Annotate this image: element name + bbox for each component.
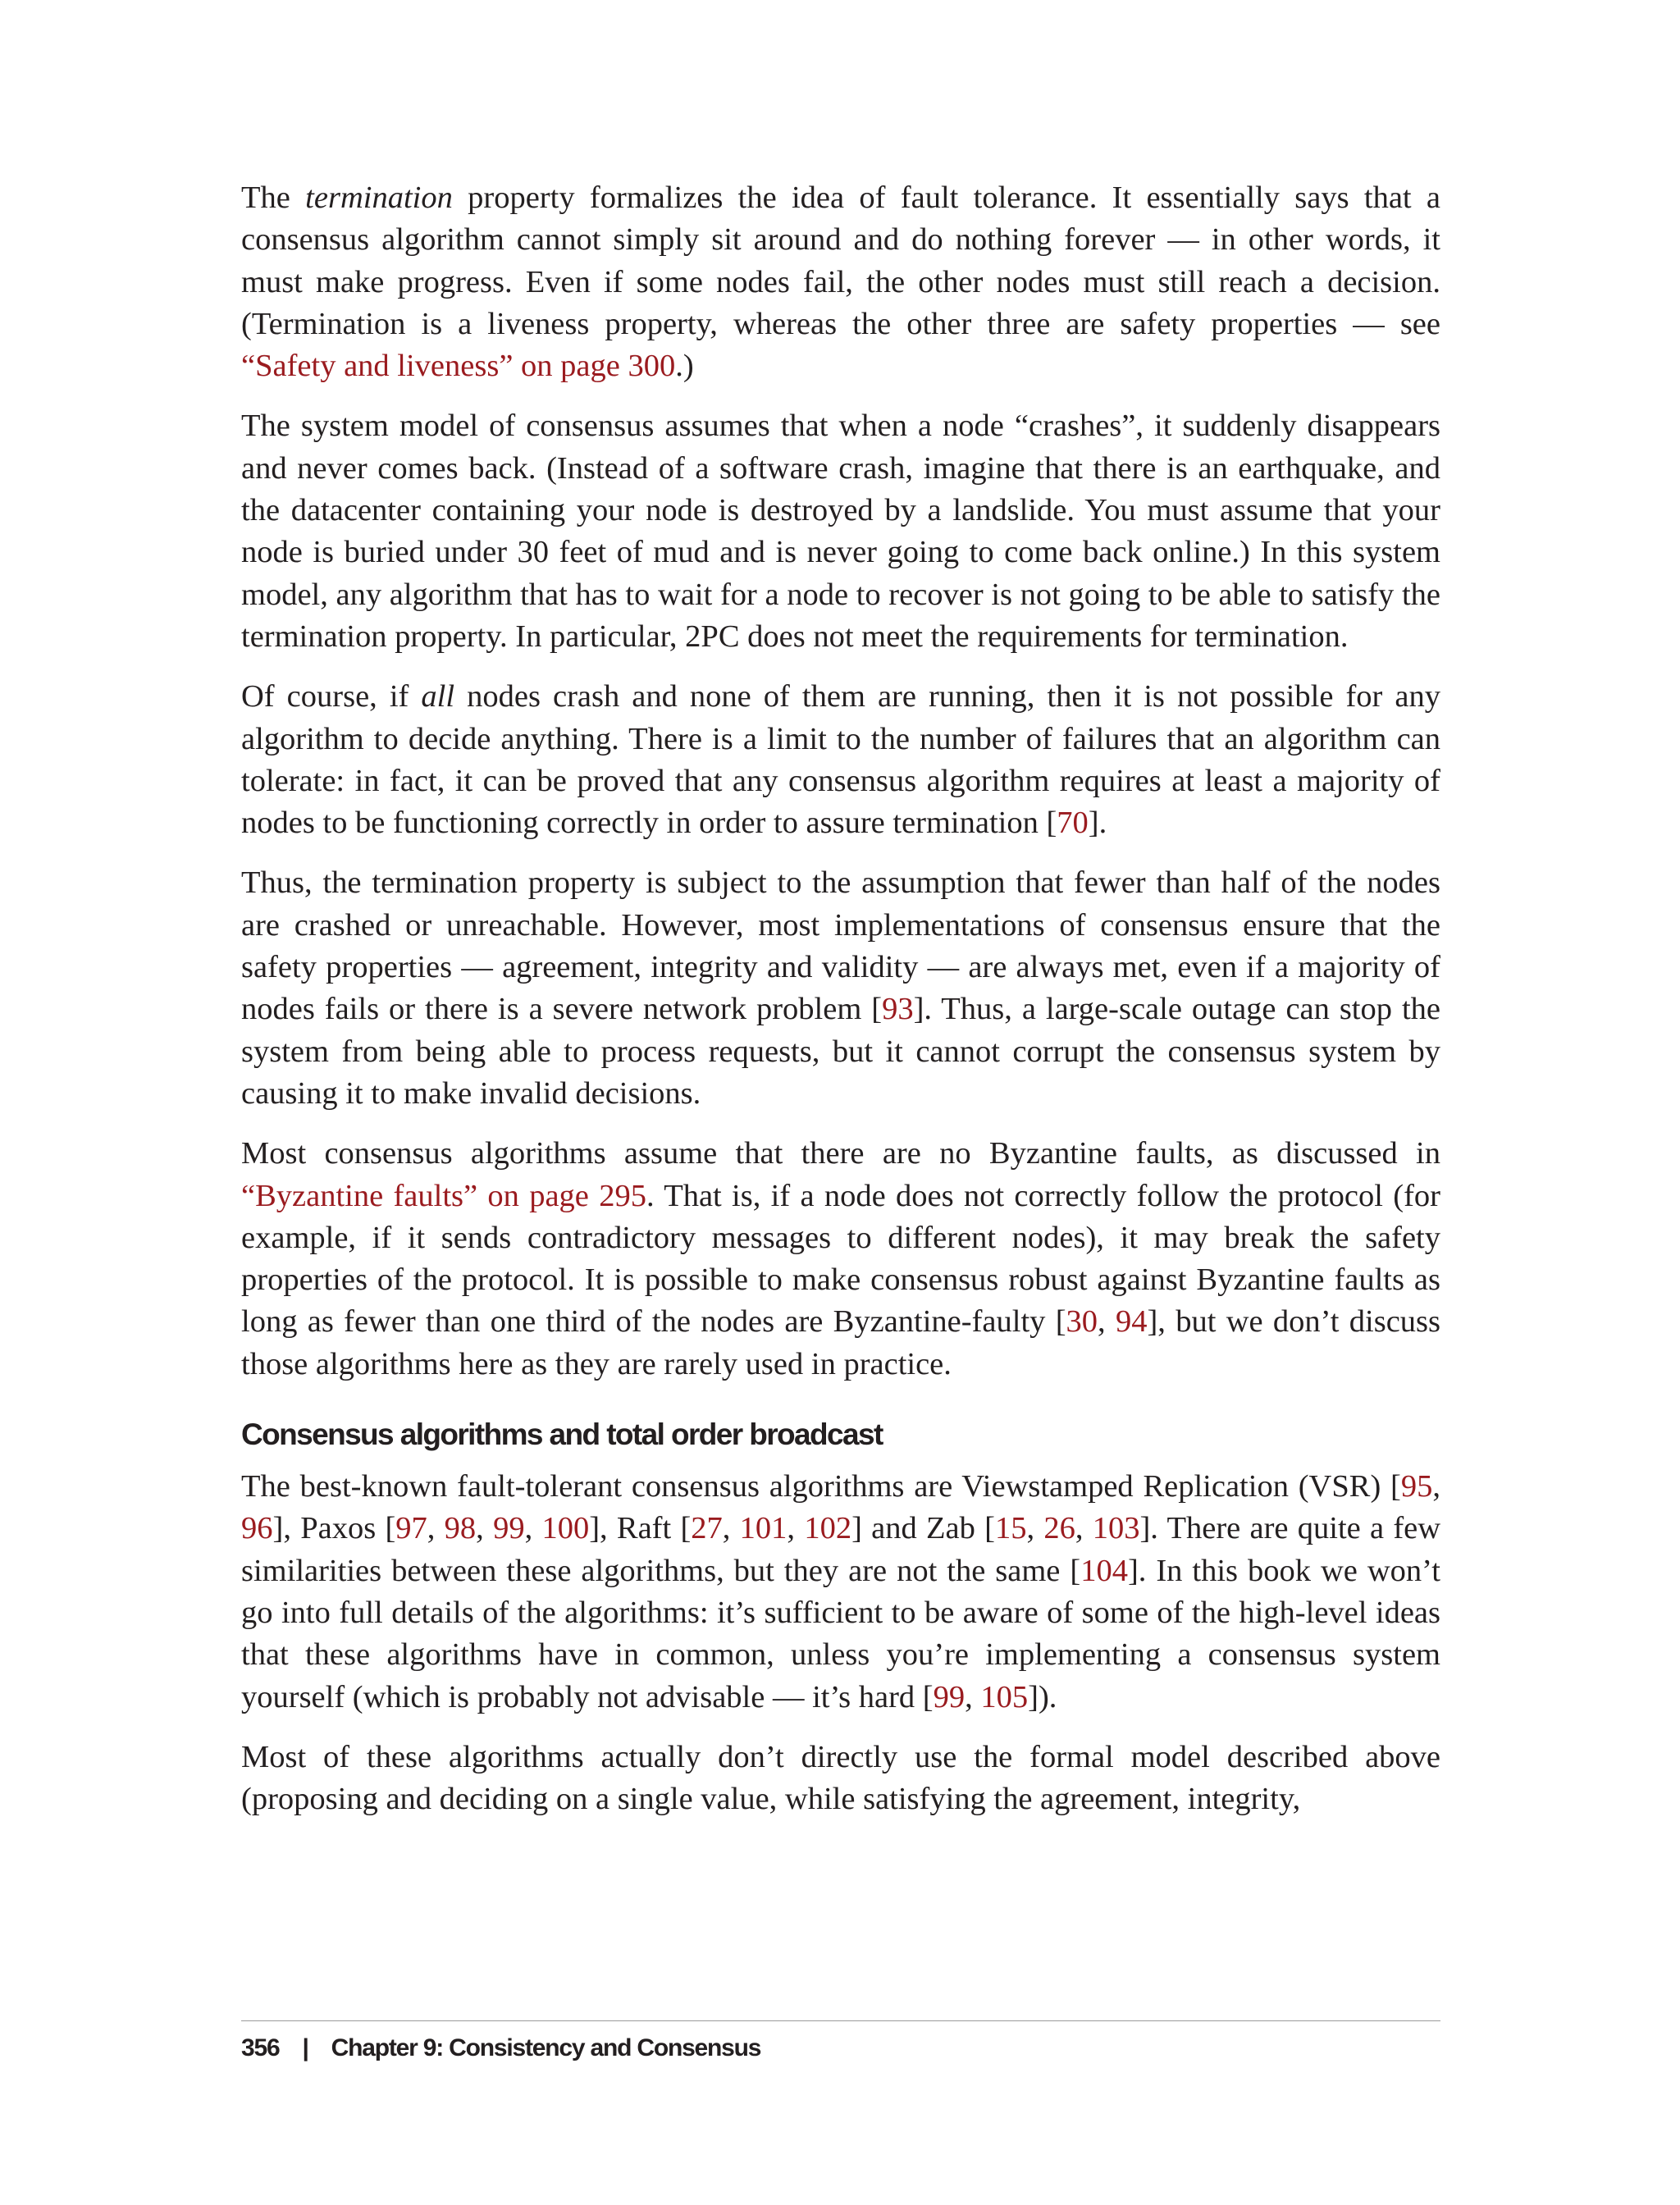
paragraph-system-model: The system model of consensus assumes that when a node “crashes”, it suddenly disappears and never comes back. (Instead of a software crash, imagine that there is an earthquake, and the datacenter containing your node is destroyed by a landslide. You must assume that your node is buried under 30 feet of mud and is never going to come back online.) In this system model, any algorithm that has to wait for a node to recover is not going to be able to satisfy the termination property. In particular, 2PC does not meet the requirements for termination. — [241, 409, 1440, 654]
page-number: 356 — [241, 2034, 280, 2061]
cross-reference-link[interactable]: “Byzantine faults” on page 295 — [241, 1178, 646, 1213]
citation-link[interactable]: 70 — [1057, 806, 1089, 841]
page-footer — [241, 2034, 760, 2062]
citation-link[interactable]: 95 — [1400, 1469, 1433, 1504]
paragraph-byzantine: Most consensus algorithms assume that there are no Byzantine faults, as discussed in “Byzantine faults” on page 295. That is, if a node does not correctly follow the protocol (for example, if it sends contradictory messages to different nodes), it may break the safety properties of the protocol. It is possible to make consensus robust against Byzantine faults as long as fewer than one third of the nodes are Byzantine-faulty [30, 94], but we don’t discuss those algorithms here as they are rarely used in practice. — [241, 1136, 1441, 1381]
citation-link[interactable]: 100 — [541, 1511, 590, 1546]
citation-link[interactable]: 101 — [739, 1511, 788, 1546]
citation-link[interactable]: 30 — [1066, 1304, 1098, 1340]
citation-link[interactable]: 97 — [395, 1511, 427, 1546]
paragraph-safety-properties: Thus, the termination property is subject to the assumption that fewer than half of the nodes are crashed or unreachable. However, most implementations of consensus ensure that the safety properties — agreement, integrity and validity — are always met, even if a majority of nodes fails or there is a severe network problem [93]. Thus, a large-scale outage can stop the system from being able to process requests, but it cannot corrupt the consensus system by causing it to make invalid decisions. — [241, 865, 1440, 1111]
footer-separator: | — [302, 2034, 308, 2061]
citation-link[interactable]: 102 — [804, 1511, 852, 1546]
paragraph-known-algorithms: The best-known fault-tolerant consensus algorithms are Viewstamped Replication (VSR) [95, 96], Paxos [97, 98, 99, 100], Raft [27, 101, 102] and Zab [15, 26, 103]. There are quite a few similarities between these algorithms, but they are not the same [104]. In this book we won’t go into full details of the algorithms: it’s sufficient to be aware of some of the high-level ideas that these algorithms have in common, unless you’re implementing a consensus system yourself (which is probably not advisable — it’s hard [99, 105]). — [241, 1469, 1441, 1714]
section-heading: Consensus algorithms and total order broadcast — [241, 1418, 883, 1452]
citation-link[interactable]: 94 — [1115, 1304, 1148, 1340]
citation-link[interactable]: 105 — [980, 1679, 1029, 1714]
paragraph-formal-model: Most of these algorithms actually don’t directly use the formal model described above (proposing and deciding on a single value, while satisfying the agreement, integrity, — [241, 1739, 1440, 1817]
emphasis-termination: termination — [305, 180, 453, 215]
cross-reference-link[interactable]: “Safety and liveness” on page 300 — [241, 349, 676, 384]
emphasis-all: all — [421, 679, 455, 714]
chapter-title: Chapter 9: Consistency and Consensus — [331, 2034, 761, 2061]
citation-link[interactable]: 98 — [444, 1511, 477, 1546]
citation-link[interactable]: 99 — [933, 1679, 966, 1714]
citation-link[interactable]: 96 — [241, 1511, 273, 1546]
citation-link[interactable]: 99 — [493, 1511, 525, 1546]
citation-link[interactable]: 104 — [1080, 1553, 1128, 1588]
paragraph-termination: The termination property formalizes the idea of fault tolerance. It essentially says that a consensus algorithm cannot simply sit around and do nothing forever — in other words, it must make progress. Even if some nodes fail, the other nodes must still reach a decision. (Termination is a liveness property, whereas the other three are safety properties — see “Safety and liveness” on page 300.) — [241, 180, 1440, 384]
citation-link[interactable]: 93 — [882, 992, 914, 1027]
citation-link[interactable]: 26 — [1043, 1511, 1075, 1546]
footer-divider — [241, 2020, 1440, 2021]
citation-link[interactable]: 27 — [691, 1511, 723, 1546]
citation-link[interactable]: 103 — [1092, 1511, 1140, 1546]
paragraph-all-nodes-crash: Of course, if all nodes crash and none of them are running, then it is not possible for any algorithm to decide anything. There is a limit to the number of failures that an algorithm can tolerate: in fact, it can be proved that any consensus algorithm requires at least a majority of nodes to be functioning correctly in order to assure termination [70]. — [241, 679, 1440, 841]
page-body — [241, 177, 1440, 1838]
citation-link[interactable]: 15 — [994, 1511, 1027, 1546]
